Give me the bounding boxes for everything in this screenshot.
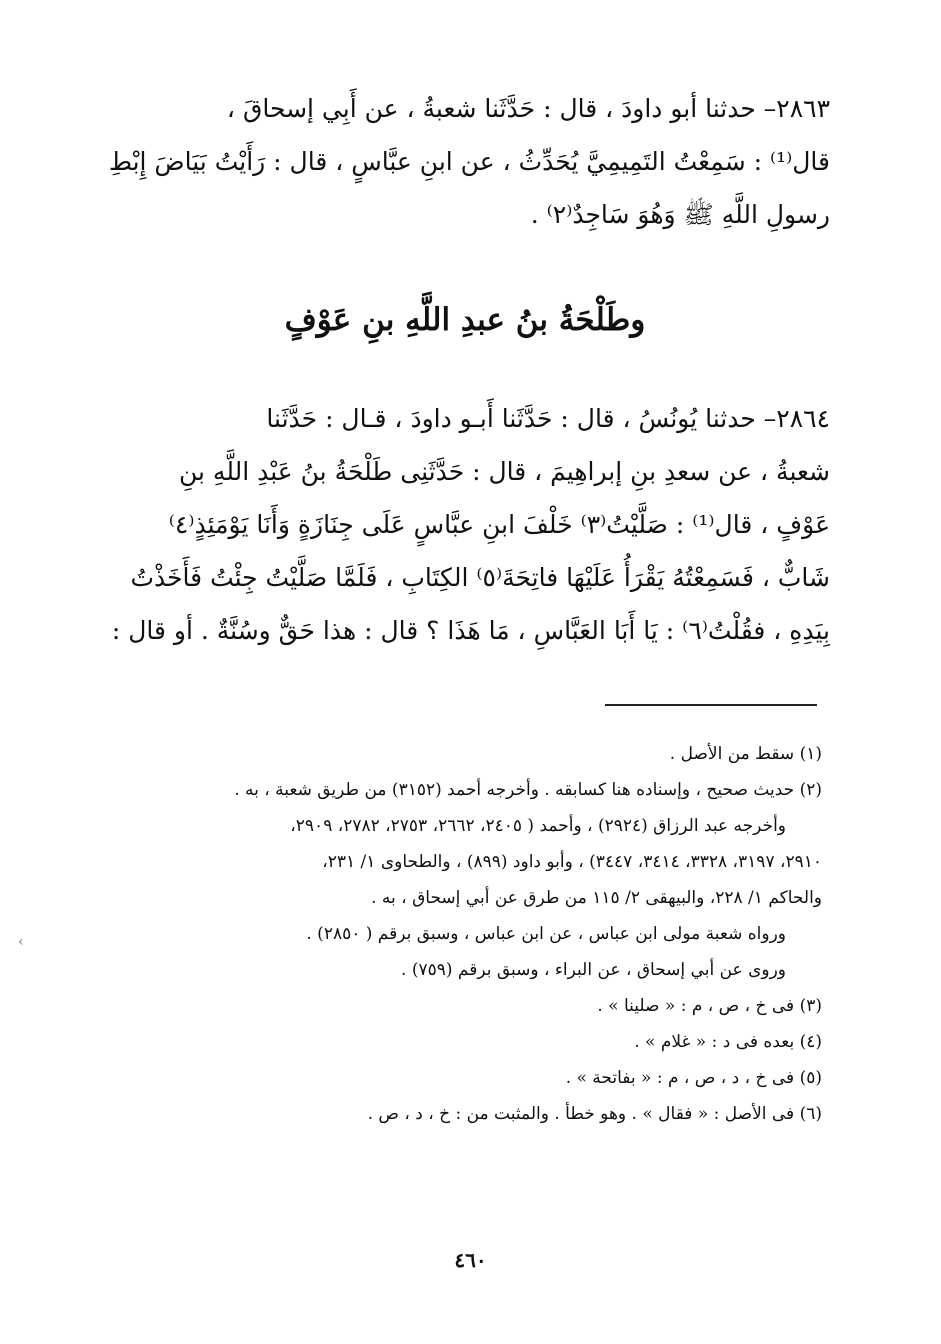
hadith-2864-line-2: شعبةُ ، عن سعدِ بنِ إبراهِيمَ ، قال : حَدَّثَنِى طَلْحَةُ بنُ عَبْدِ اللَّهِ بنِ <box>178 457 830 486</box>
footnote-4: (٤) بعده فى د : « غلام » . <box>634 1032 822 1052</box>
footnote-6: (٦) فى الأصل : « فقال » . وهو خطأ . والمثبت من : خ ، د ، ص . <box>367 1104 822 1124</box>
footnotes <box>100 736 822 1132</box>
hadith-2864-line-5: بِيَدِهِ ، فقُلْتُ⁽٦⁾ : يَا أَبَا العَبَّاسِ ، مَا هَذَا ؟ قال : هذا حَقٌّ وسُنَّةٌ . أو قال : <box>111 616 830 645</box>
footnote-3: (٣) فى خ ، ص ، م : « صلينا » . <box>597 996 822 1016</box>
footnote-2: (٢) حديث صحيح ، وإسناده هنا كسابقه . وأخرجه أحمد (٣١٥٢) من طريق شعبة ، به . <box>234 780 822 800</box>
margin-mark-icon: ‹ <box>18 934 24 950</box>
footnote-2-cont: ٢٩١٠، ٣١٩٧، ٣٣٢٨، ٣٤١٤، ٣٤٤٧) ، وأبو داود (٨٩٩) ، والطحاوى ١/ ٢٣١، <box>322 852 822 872</box>
hadith-2864 <box>100 392 830 657</box>
footnote-separator <box>605 704 817 706</box>
hadith-2863 <box>100 82 830 241</box>
footnote-2-cont: وأخرجه عبد الرزاق (٢٩٢٤) ، وأحمد ( ٢٤٠٥، ٢٦٦٢، ٢٧٥٣، ٢٧٨٢، ٢٩٠٩، <box>290 816 786 836</box>
hadith-2863-line-2: قال⁽¹⁾ : سَمِعْتُ التَمِيمِيَّ يُحَدِّثُ ، عن ابنِ عبَّاسٍ ، قال : رَأَيْتُ بَيَاضَ إِبْطِ <box>108 147 830 176</box>
section-heading: وطَلْحَةُ بنُ عبدِ اللَّهِ بنِ عَوْفٍ <box>284 302 646 338</box>
page-number: ٤٦٠ <box>454 1248 487 1272</box>
hadith-2863-line-1: ٢٨٦٣– حدثنا أبو داودَ ، قال : حَدَّثَنا شعبةُ ، عن أَبِي إسحاقَ ، <box>226 94 830 123</box>
hadith-2863-line-3: رسولِ اللَّهِ ﷺ وَهُوَ سَاجِدٌ⁽٢⁾ . <box>530 200 830 229</box>
hadith-2864-line-3: عَوْفٍ ، قال⁽¹⁾ : صَلَّيْتُ⁽٣⁾ خَلْفَ ابنِ عبَّاسٍ عَلَى جِنَازَةٍ وَأَنَا يَوْمَئِذٍ⁽٤⁾ <box>168 510 830 539</box>
footnote-2-cont: والحاكم ١/ ٢٢٨، والبيهقى ٢/ ١١٥ من طرق عن أبي إسحاق ، به . <box>371 888 822 908</box>
footnote-2-cont: ورواه شعبة مولى ابن عباس ، عن ابن عباس ، وسبق برقم ( ٢٨٥٠) . <box>306 924 786 944</box>
footnote-2-cont: وروى عن أبي إسحاق ، عن البراء ، وسبق برقم (٧٥٩) . <box>401 960 786 980</box>
hadith-2864-line-4: شَابٌّ ، فَسَمِعْتُهُ يَقْرَأُ عَلَيْهَا فاتِحَةَ⁽٥⁾ الكِتَابِ ، فَلَمَّا صَلَّيْتُ جِئْتُ فَأَخَذْتُ <box>130 563 830 592</box>
hadith-2864-line-1: ٢٨٦٤– حدثنا يُونُسُ ، قال : حَدَّثَنا أَبـو داودَ ، قـال : حَدَّثَنا <box>266 404 830 433</box>
footnote-5: (٥) فى خ ، د ، ص ، م : « بفاتحة » . <box>565 1068 822 1088</box>
footnote-1: (١) سقط من الأصل . <box>669 744 822 764</box>
